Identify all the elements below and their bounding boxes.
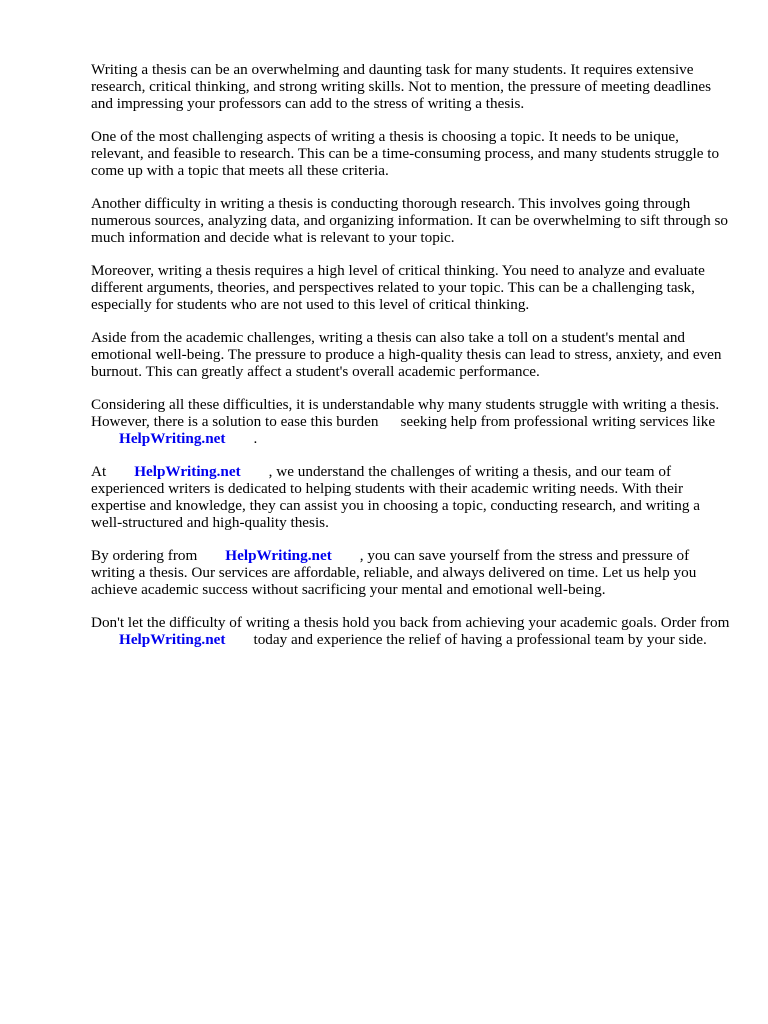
document-body [91,61,731,664]
paragraph-wellbeing: Aside from the academic challenges, writing a thesis can also take a toll on a student's mental and emotional well-being. The pressure to produce a high-quality thesis can lead to stress, anxiety, and even burnout. This can greatly affect a student's overall academic performance. [91,329,722,380]
paragraph-ordering-text: , you can save yourself from the stress and pressure of writing a thesis. Our services are affordable, reliable, and always delivered on time. Let us help you achieve academic success without sacrificing your mental and emotional well-being. [91,547,697,598]
paragraph-about-start: At [91,463,107,480]
paragraph-closing [91,614,731,648]
paragraph-closing-start: Don't let the difficulty of writing a thesis hold you back from achieving your academic goals. Order from [91,614,730,631]
paragraph-closing-text: today and experience the relief of having a professional team by your side. [253,631,707,648]
paragraph-about-text: , we understand the challenges of writing a thesis, and our team of experienced writers is dedicated to helping students with their academic writing needs. With their expertise and knowledge, they can assist you in choosing a topic, conducting research, and writing a well-structured and high-quality thesis. [91,463,701,531]
paragraph-research: Another difficulty in writing a thesis is conducting thorough research. This involves going through numerous sources, analyzing data, and organizing information. It can be overwhelming to sift through so much information and decide what is relevant to your topic. [91,195,729,246]
helpwriting-link[interactable]: HelpWriting.net [134,463,241,480]
paragraph-intro: Writing a thesis can be an overwhelming and daunting task for many students. It requires extensive research, critical thinking, and strong writing skills. Not to mention, the pressure of meeting deadlines and impressing your professors can add to the stress of writing a thesis. [91,61,712,112]
helpwriting-link[interactable]: HelpWriting.net [225,547,332,564]
paragraph-about [91,463,731,531]
helpwriting-link[interactable]: HelpWriting.net [119,430,226,447]
paragraph-solution-end: . [253,430,258,447]
paragraph-ordering-start: By ordering from [91,547,198,564]
paragraph-critical-thinking: Moreover, writing a thesis requires a high level of critical thinking. You need to analyze and evaluate different arguments, theories, and perspectives related to your topic. This can be a challenging task, especially for students who are not used to this level of critical thinking. [91,262,705,313]
paragraph-topic: One of the most challenging aspects of writing a thesis is choosing a topic. It needs to be unique, relevant, and feasible to research. This can be a time-consuming process, and many students struggle to come up with a topic that meets all these criteria. [91,128,720,179]
paragraph-solution-text-2: seeking help from professional writing services like [400,413,716,430]
paragraph-ordering [91,547,731,598]
paragraph-solution [91,396,731,447]
paragraph-solution-text: Considering all these difficulties, it is understandable why many students struggle with writing a thesis. However, there is a solution to ease this burden [91,396,720,430]
helpwriting-link[interactable]: HelpWriting.net [119,631,226,648]
